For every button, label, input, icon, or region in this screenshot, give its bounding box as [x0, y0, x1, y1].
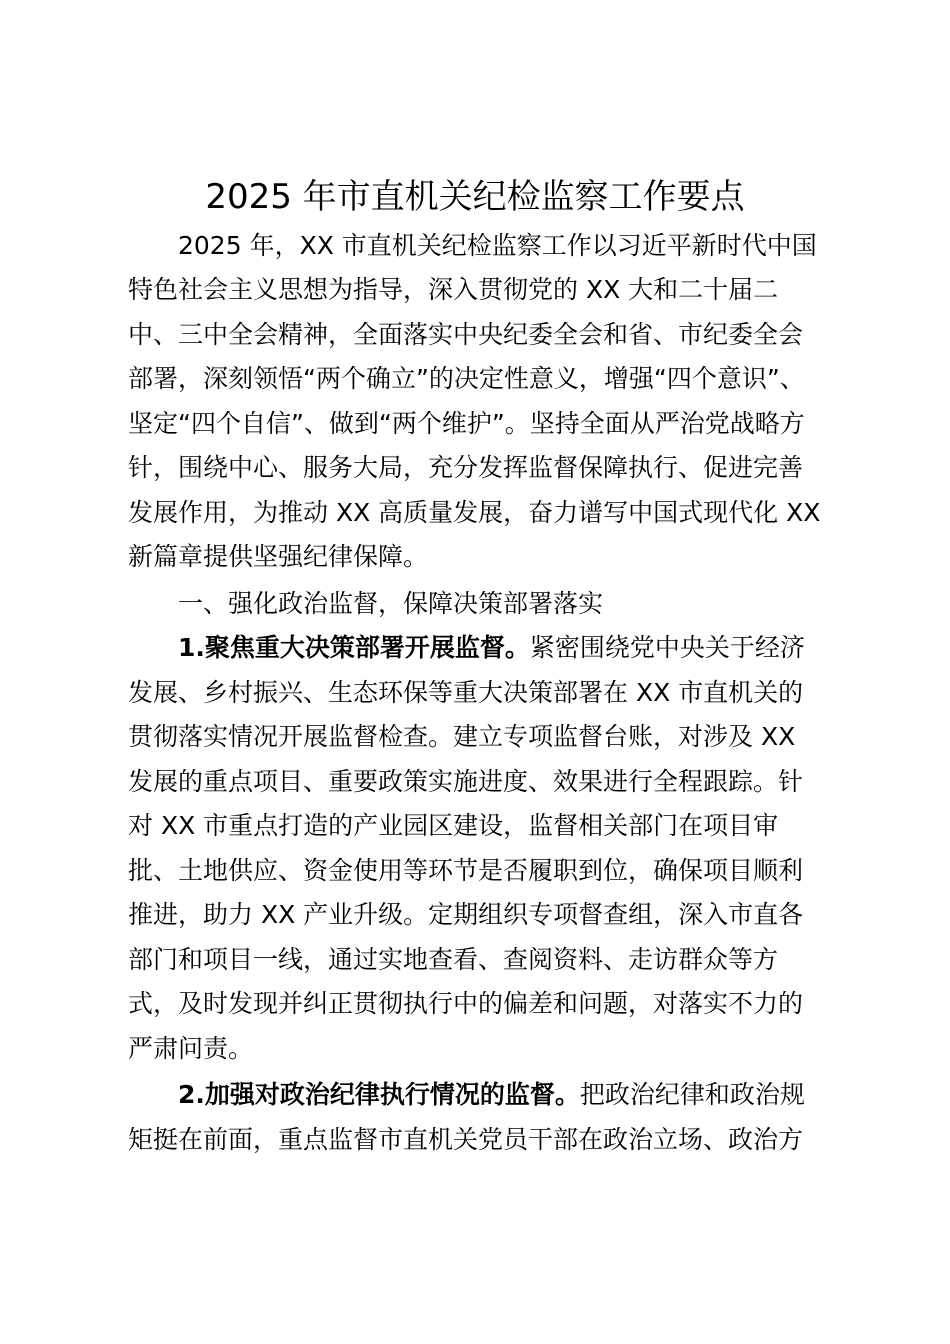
- body-text: 把政治纪律和政治规: [579, 1080, 805, 1109]
- body-line: 发展的重点项目、重要政策实施进度、效果进行全程跟踪。针: [128, 767, 804, 796]
- body-line: 矩挺在前面，重点监督市直机关党员干部在政治立场、政治方: [128, 1125, 804, 1154]
- body-text: 紧密围绕党中央关于经济: [529, 633, 805, 662]
- body-line: [178, 1073, 878, 1117]
- body-line: [178, 626, 878, 670]
- body-line: 部门和项目一线，通过实地查看、查阅资料、走访群众等方: [128, 945, 779, 974]
- item-heading-1: 1.聚焦重大决策部署开展监督。: [178, 633, 530, 662]
- body-line: 推进，助力 XX 产业升级。定期组织专项督查组，深入市直各: [128, 900, 804, 929]
- body-line: 批、土地供应、资金使用等环节是否履职到位，确保项目顺利: [128, 856, 804, 885]
- body-line: 对 XX 市重点打造的产业园区建设，监督相关部门在项目审: [128, 811, 779, 840]
- body-line: 中、三中全会精神，全面落实中央纪委全会和省、市纪委全会: [128, 320, 804, 349]
- body-line: 坚定“四个自信”、做到“两个维护”。坚持全面从严治党战略方: [128, 409, 805, 438]
- body-line: 发展、乡村振兴、生态环保等重大决策部署在 XX 市直机关的: [128, 678, 804, 707]
- document-title: 2025 年市直机关纪检监察工作要点: [205, 177, 745, 217]
- body-line: 部署，深刻领悟“两个确立”的决定性意义，增强“四个意识”、: [128, 364, 805, 393]
- body-line: 发展作用，为推动 XX 高质量发展，奋力谱写中国式现代化 XX: [128, 498, 821, 527]
- item-heading-2: 2.加强对政治纪律执行情况的监督。: [178, 1080, 580, 1109]
- body-line: 贯彻落实情况开展监督检查。建立专项监督台账，对涉及 XX: [128, 722, 796, 751]
- body-line: 新篇章提供坚强纪律保障。: [128, 542, 429, 571]
- body-line: 针，围绕中心、服务大局，充分发挥监督保障执行、促进完善: [128, 453, 804, 482]
- section-heading: 一、强化政治监督，保障决策部署落实: [178, 589, 604, 618]
- body-line: 严肃问责。: [128, 1034, 254, 1063]
- body-line: 2025 年，XX 市直机关纪检监察工作以习近平新时代中国: [178, 231, 817, 260]
- body-line: 式，及时发现并纠正贯彻执行中的偏差和问题，对落实不力的: [128, 989, 804, 1018]
- body-line: 特色社会主义思想为指导，深入贯彻党的 XX 大和二十届二: [128, 275, 779, 304]
